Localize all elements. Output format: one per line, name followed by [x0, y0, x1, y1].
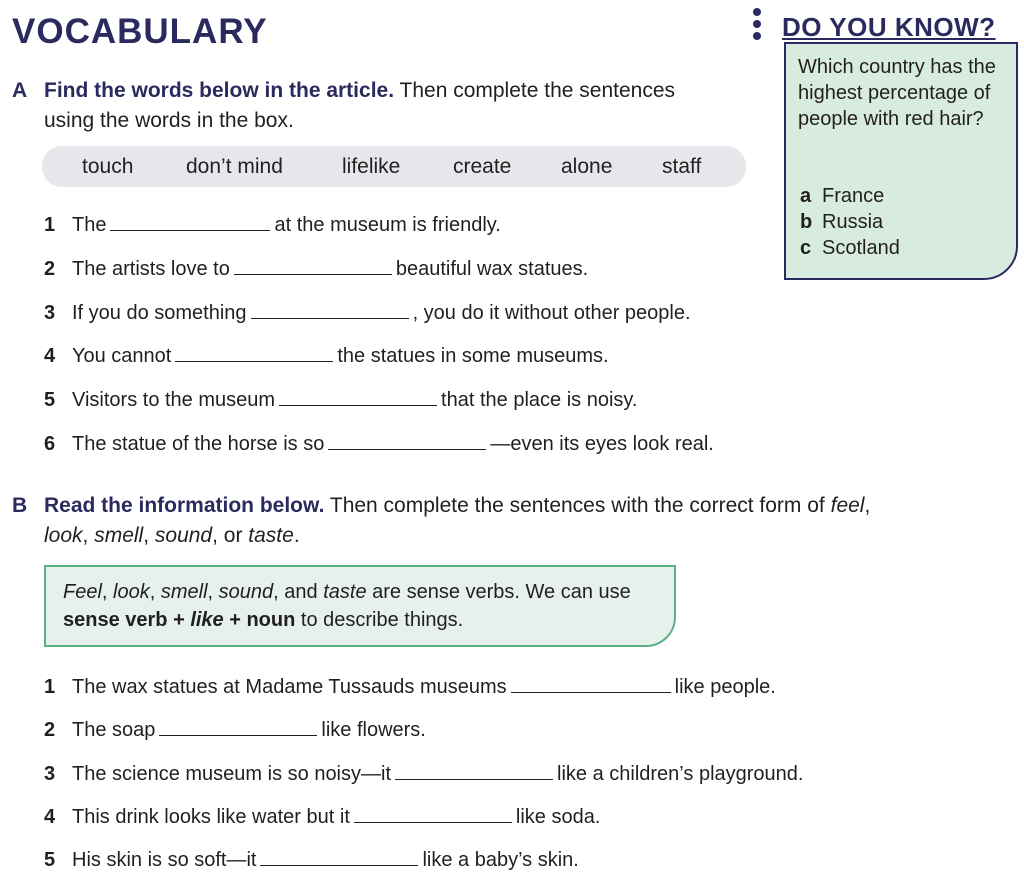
option-letter: a: [800, 185, 812, 207]
question-number: 2: [44, 258, 56, 280]
question-number: 1: [44, 676, 56, 698]
do-you-know-option: [800, 211, 883, 234]
question-text: If you do something: [72, 302, 247, 324]
question-text: The soap: [72, 719, 156, 741]
question-text: the statues in some museums.: [337, 345, 609, 367]
question-number: 1: [44, 214, 56, 236]
punctuation: ,: [143, 524, 155, 547]
question-text: This drink looks like water but it: [72, 806, 350, 828]
question-text: His skin is so soft—it: [72, 849, 257, 871]
question-item: [44, 212, 501, 237]
info-text: ,: [149, 581, 161, 603]
info-italic: smell: [160, 581, 208, 603]
question-item: [44, 717, 426, 742]
question-text: , you do it without other people.: [412, 302, 691, 324]
answer-blank[interactable]: [234, 256, 392, 275]
question-text: like soda.: [515, 806, 601, 828]
do-you-know-question: Which country has the highest percentage of people with red hair?: [798, 56, 996, 130]
question-item: [44, 431, 714, 456]
question-text: Visitors to the museum: [72, 389, 276, 411]
do-you-know-option: [800, 185, 884, 208]
question-text: You cannot: [72, 345, 172, 367]
answer-blank[interactable]: [159, 717, 317, 736]
question-number: 6: [44, 433, 56, 455]
word-box-item: create: [453, 155, 512, 178]
answer-blank[interactable]: [279, 387, 437, 406]
info-text: are sense verbs. We can use: [366, 581, 631, 603]
question-number: 5: [44, 389, 56, 411]
question-text: The science museum is so noisy—it: [72, 763, 392, 785]
question-item: [44, 343, 609, 368]
question-item: [44, 761, 803, 786]
grammar-info-text: [63, 578, 673, 634]
answer-blank[interactable]: [511, 674, 671, 693]
section-b-letter: B: [12, 494, 28, 517]
info-bold: sense verb +: [63, 609, 191, 631]
option-text: France: [822, 185, 885, 207]
word-box-item: don’t mind: [186, 155, 283, 178]
option-letter: b: [800, 211, 813, 233]
question-number: 4: [44, 806, 56, 828]
punctuation: .: [293, 524, 300, 547]
section-a-instruction-bold: Find the words below in the article.: [44, 79, 395, 102]
info-text: to describe things.: [295, 609, 464, 631]
info-text: , and: [273, 581, 324, 603]
verb-sound: sound: [154, 524, 213, 547]
question-number: 2: [44, 719, 56, 741]
section-b-instruction-bold: Read the information below.: [44, 494, 325, 517]
question-text: The statue of the horse is so: [72, 433, 325, 455]
info-bold: + noun: [223, 609, 296, 631]
option-text: Scotland: [822, 237, 900, 259]
do-you-know-title: DO YOU KNOW?: [782, 12, 996, 42]
answer-blank[interactable]: [251, 300, 409, 319]
question-number: 3: [44, 302, 56, 324]
punctuation: , or: [212, 524, 249, 547]
question-text: The: [72, 214, 107, 236]
question-text: beautiful wax statues.: [395, 258, 589, 280]
info-text: ,: [207, 581, 219, 603]
question-text: The artists love to: [72, 258, 230, 280]
option-text: Russia: [822, 211, 884, 233]
punctuation: ,: [82, 524, 95, 547]
question-text: like a baby’s skin.: [422, 849, 579, 871]
word-box-item: lifelike: [342, 155, 401, 178]
question-text: The wax statues at Madame Tussauds museums: [72, 676, 507, 698]
answer-blank[interactable]: [354, 804, 512, 823]
question-text: at the museum is friendly.: [274, 214, 501, 236]
answer-blank[interactable]: [260, 847, 418, 866]
page-title: VOCABULARY: [12, 12, 268, 51]
info-text: ,: [101, 581, 114, 603]
section-a-instruction-line2: using the words in the box.: [44, 109, 294, 132]
verb-look: look: [44, 524, 83, 547]
question-text: like a children’s playground.: [557, 763, 804, 785]
dots-icon: [753, 8, 763, 44]
section-b-instruction-rest: Then complete the sentences with the correct form of: [324, 494, 831, 517]
info-italic: Feel: [63, 581, 102, 603]
info-italic: taste: [323, 581, 367, 603]
section-a-letter: A: [12, 79, 28, 102]
question-text: that the place is noisy.: [441, 389, 638, 411]
question-number: 5: [44, 849, 56, 871]
word-box-item: touch: [82, 155, 134, 178]
word-box: [42, 146, 746, 187]
question-item: [44, 804, 600, 829]
question-item: [44, 847, 579, 872]
word-box-item: alone: [561, 155, 613, 178]
verb-smell: smell: [94, 524, 144, 547]
answer-blank[interactable]: [395, 761, 553, 780]
question-item: [44, 300, 691, 325]
section-a-instruction-rest: Then complete the sentences: [394, 79, 676, 102]
question-item: [44, 674, 776, 699]
option-letter: c: [800, 237, 812, 259]
question-text: —even its eyes look real.: [490, 433, 714, 455]
question-number: 3: [44, 763, 56, 785]
verb-feel: feel: [830, 494, 865, 517]
answer-blank[interactable]: [175, 343, 333, 362]
do-you-know-option: [800, 237, 900, 260]
info-italic: look: [113, 581, 150, 603]
question-number: 4: [44, 345, 56, 367]
punctuation: ,: [864, 494, 871, 517]
question-item: [44, 387, 637, 412]
question-text: like flowers.: [321, 719, 426, 741]
section-a-instruction: [44, 76, 764, 136]
question-text: like people.: [674, 676, 776, 698]
answer-blank[interactable]: [110, 212, 270, 231]
info-bold-italic: like: [190, 609, 224, 631]
word-box-item: staff: [662, 155, 702, 178]
verb-taste: taste: [248, 524, 294, 547]
info-italic: sound: [218, 581, 274, 603]
question-item: [44, 256, 588, 281]
section-b-instruction: [44, 491, 984, 551]
answer-blank[interactable]: [328, 431, 486, 450]
